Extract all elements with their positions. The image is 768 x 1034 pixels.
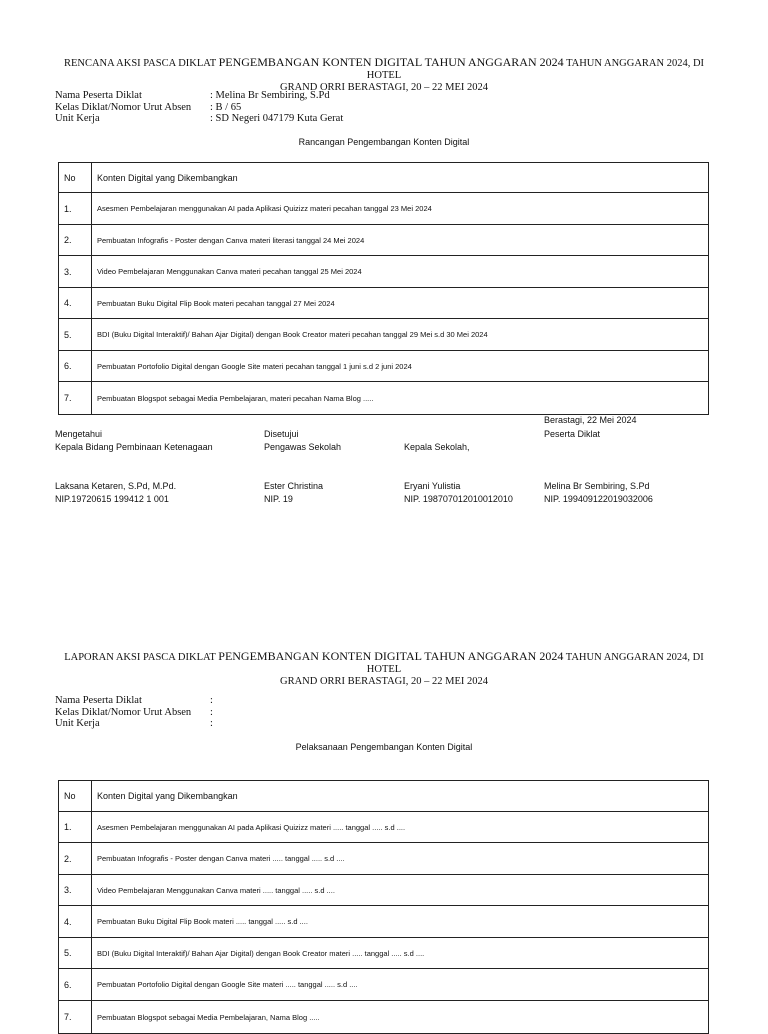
rencana-title xyxy=(50,56,718,94)
signature-nip: NIP.19720615 199412 1 001 xyxy=(55,494,169,504)
info-label: Nama Peserta Diklat xyxy=(55,90,142,101)
rencana-title-line2: GRAND ORRI BERASTAGI, 20 – 22 MEI 2024 xyxy=(280,82,488,93)
row-text: Pembuatan Buku Digital Flip Book materi ..... tanggal ..... s.d .... xyxy=(92,906,709,938)
table-row xyxy=(59,351,709,382)
laporan-title xyxy=(50,650,718,688)
row-text: Asesmen Pembelajaran menggunakan AI pada Aplikasi Quizizz materi pecahan tanggal 23 Mei 2024 xyxy=(92,193,709,225)
info-row-kelas xyxy=(55,102,343,114)
info-label: Kelas Diklat/Nomor Urut Absen xyxy=(55,101,192,113)
rencana-title-part1: RENCANA AKSI PASCA DIKLAT xyxy=(63,58,216,69)
laporan-title-part2: PENGEMBANGAN KONTEN DIGITAL TAHUN ANGGARAN 2024 xyxy=(218,649,564,663)
signature-name: Laksana Ketaren, S.Pd, M.Pd. xyxy=(55,481,177,491)
row-no: 4. xyxy=(59,288,92,319)
rencana-participant-info xyxy=(55,90,343,125)
info-label: Kelas Diklat/Nomor Urut Absen xyxy=(55,706,192,718)
signature-nip: NIP. 199409122019032006 xyxy=(544,494,653,504)
info-row-nama xyxy=(55,90,343,102)
table-row xyxy=(59,288,709,319)
rencana-subtitle: Rancangan Pengembangan Konten Digital xyxy=(298,137,470,147)
header-no: No xyxy=(59,163,92,193)
row-text: Video Pembelajaran Menggunakan Canva materi pecahan tanggal 25 Mei 2024 xyxy=(92,256,709,288)
row-no: 6. xyxy=(59,969,92,1001)
row-text: Video Pembelajaran Menggunakan Canva materi ..... tanggal ..... s.d .... xyxy=(92,875,709,906)
row-text: Pembuatan Blogspot sebagai Media Pembelajaran, Nama Blog ..... xyxy=(92,1001,709,1034)
laporan-title-part1: LAPORAN AKSI PASCA DIKLAT xyxy=(64,652,216,663)
row-no: 2. xyxy=(59,225,92,256)
table-row xyxy=(59,319,709,351)
table-row xyxy=(59,193,709,225)
row-no: 7. xyxy=(59,1001,92,1034)
rencana-title-part3: TAHUN ANGGARAN 2024, DI HOTEL xyxy=(366,58,705,81)
rencana-title-part2: PENGEMBANGAN KONTEN DIGITAL TAHUN ANGGARAN 2024 xyxy=(218,55,564,69)
signature-block-kepala-sekolah xyxy=(404,441,470,454)
signature-title: Kepala Bidang Pembinaan Ketenagaan xyxy=(55,442,213,452)
row-no: 6. xyxy=(59,351,92,382)
row-no: 7. xyxy=(59,382,92,415)
signature-name: Melina Br Sembiring, S.Pd xyxy=(544,481,650,491)
header-content: Konten Digital yang Dikembangkan xyxy=(92,781,709,812)
rencana-table xyxy=(58,162,709,415)
info-row-kelas xyxy=(55,707,213,719)
row-no: 1. xyxy=(59,812,92,843)
table-row xyxy=(59,382,709,415)
signature-role: Mengetahui xyxy=(55,429,103,439)
signature-name-block-1 xyxy=(55,480,176,506)
row-text: Pembuatan Portofolio Digital dengan Google Site materi ..... tanggal ..... s.d .... xyxy=(92,969,709,1001)
signature-nip: NIP. 198707012010012010 xyxy=(404,494,513,504)
signature-name: Ester Christina xyxy=(264,481,324,491)
table-row xyxy=(59,906,709,938)
row-no: 3. xyxy=(59,256,92,288)
laporan-title-line2: GRAND ORRI BERASTAGI, 20 – 22 MEI 2024 xyxy=(280,676,488,687)
row-no: 5. xyxy=(59,319,92,351)
laporan-table xyxy=(58,780,709,1034)
laporan-title-part3: TAHUN ANGGARAN 2024, DI HOTEL xyxy=(366,652,704,675)
info-row-unit xyxy=(55,113,343,125)
table-header-row xyxy=(59,781,709,812)
row-text: Pembuatan Blogspot sebagai Media Pembelajaran, materi pecahan Nama Blog ..... xyxy=(92,382,709,415)
signature-name-block-3 xyxy=(404,480,513,506)
info-value: : xyxy=(210,695,213,706)
info-value: : B / 65 xyxy=(210,101,242,113)
table-header-row xyxy=(59,163,709,193)
info-label: Nama Peserta Diklat xyxy=(55,695,142,706)
table-row xyxy=(59,938,709,969)
row-no: 1. xyxy=(59,193,92,225)
signature-nip: NIP. 19 xyxy=(264,494,293,504)
table-row xyxy=(59,843,709,875)
signature-role: Peserta Diklat xyxy=(544,429,601,439)
table-row xyxy=(59,225,709,256)
info-label: Unit Kerja xyxy=(55,718,100,729)
row-text: BDI (Buku Digital Interaktif)/ Bahan Ajar Digital) dengan Book Creator materi pecahan tanggal 29 Mei s.d 30 Mei 2024 xyxy=(92,319,709,351)
row-text: Asesmen Pembelajaran menggunakan AI pada Aplikasi Quizizz materi ..... tanggal ..... s.d .... xyxy=(92,812,709,843)
row-text: Pembuatan Portofolio Digital dengan Google Site materi pecahan tanggal 1 juni s.d 2 juni 2024 xyxy=(92,351,709,382)
row-no: 2. xyxy=(59,843,92,875)
signature-role: Disetujui xyxy=(264,429,299,439)
row-no: 3. xyxy=(59,875,92,906)
laporan-subtitle: Pelaksanaan Pengembangan Konten Digital xyxy=(295,742,473,752)
info-row-nama xyxy=(55,695,213,707)
info-value: : xyxy=(210,718,213,729)
header-content: Konten Digital yang Dikembangkan xyxy=(92,163,709,193)
signature-place-date: Berastagi, 22 Mei 2024 xyxy=(544,415,637,425)
row-text: Pembuatan Infografis - Poster dengan Canva materi ..... tanggal ..... s.d .... xyxy=(92,843,709,875)
table-row xyxy=(59,969,709,1001)
row-text: Pembuatan Infografis - Poster dengan Canva materi literasi tanggal 24 Mei 2024 xyxy=(92,225,709,256)
row-no: 5. xyxy=(59,938,92,969)
info-value: : SD Negeri 047179 Kuta Gerat xyxy=(210,113,344,124)
table-row xyxy=(59,812,709,843)
info-value: : xyxy=(210,706,213,718)
signature-block-pengawas xyxy=(264,428,341,454)
table-row xyxy=(59,1001,709,1034)
info-row-unit xyxy=(55,718,213,730)
header-no: No xyxy=(59,781,92,812)
signature-title: Pengawas Sekolah xyxy=(264,442,342,452)
table-row xyxy=(59,256,709,288)
signature-block-kepala-bidang xyxy=(55,428,213,454)
row-text: BDI (Buku Digital Interaktif)/ Bahan Ajar Digital) dengan Book Creator materi ..... tanggal ..... s.d .... xyxy=(92,938,709,969)
row-text: Pembuatan Buku Digital Flip Book materi pecahan tanggal 27 Mei 2024 xyxy=(92,288,709,319)
signature-name: Eryani Yulistia xyxy=(404,481,461,491)
signature-title: Kepala Sekolah, xyxy=(404,442,470,452)
laporan-participant-info xyxy=(55,695,213,730)
row-no: 4. xyxy=(59,906,92,938)
signature-name-block-4 xyxy=(544,480,653,506)
signature-block-peserta xyxy=(544,428,600,441)
info-value: : Melina Br Sembiring, S.Pd xyxy=(210,90,330,101)
info-label: Unit Kerja xyxy=(55,113,100,124)
signature-name-block-2 xyxy=(264,480,323,506)
table-row xyxy=(59,875,709,906)
